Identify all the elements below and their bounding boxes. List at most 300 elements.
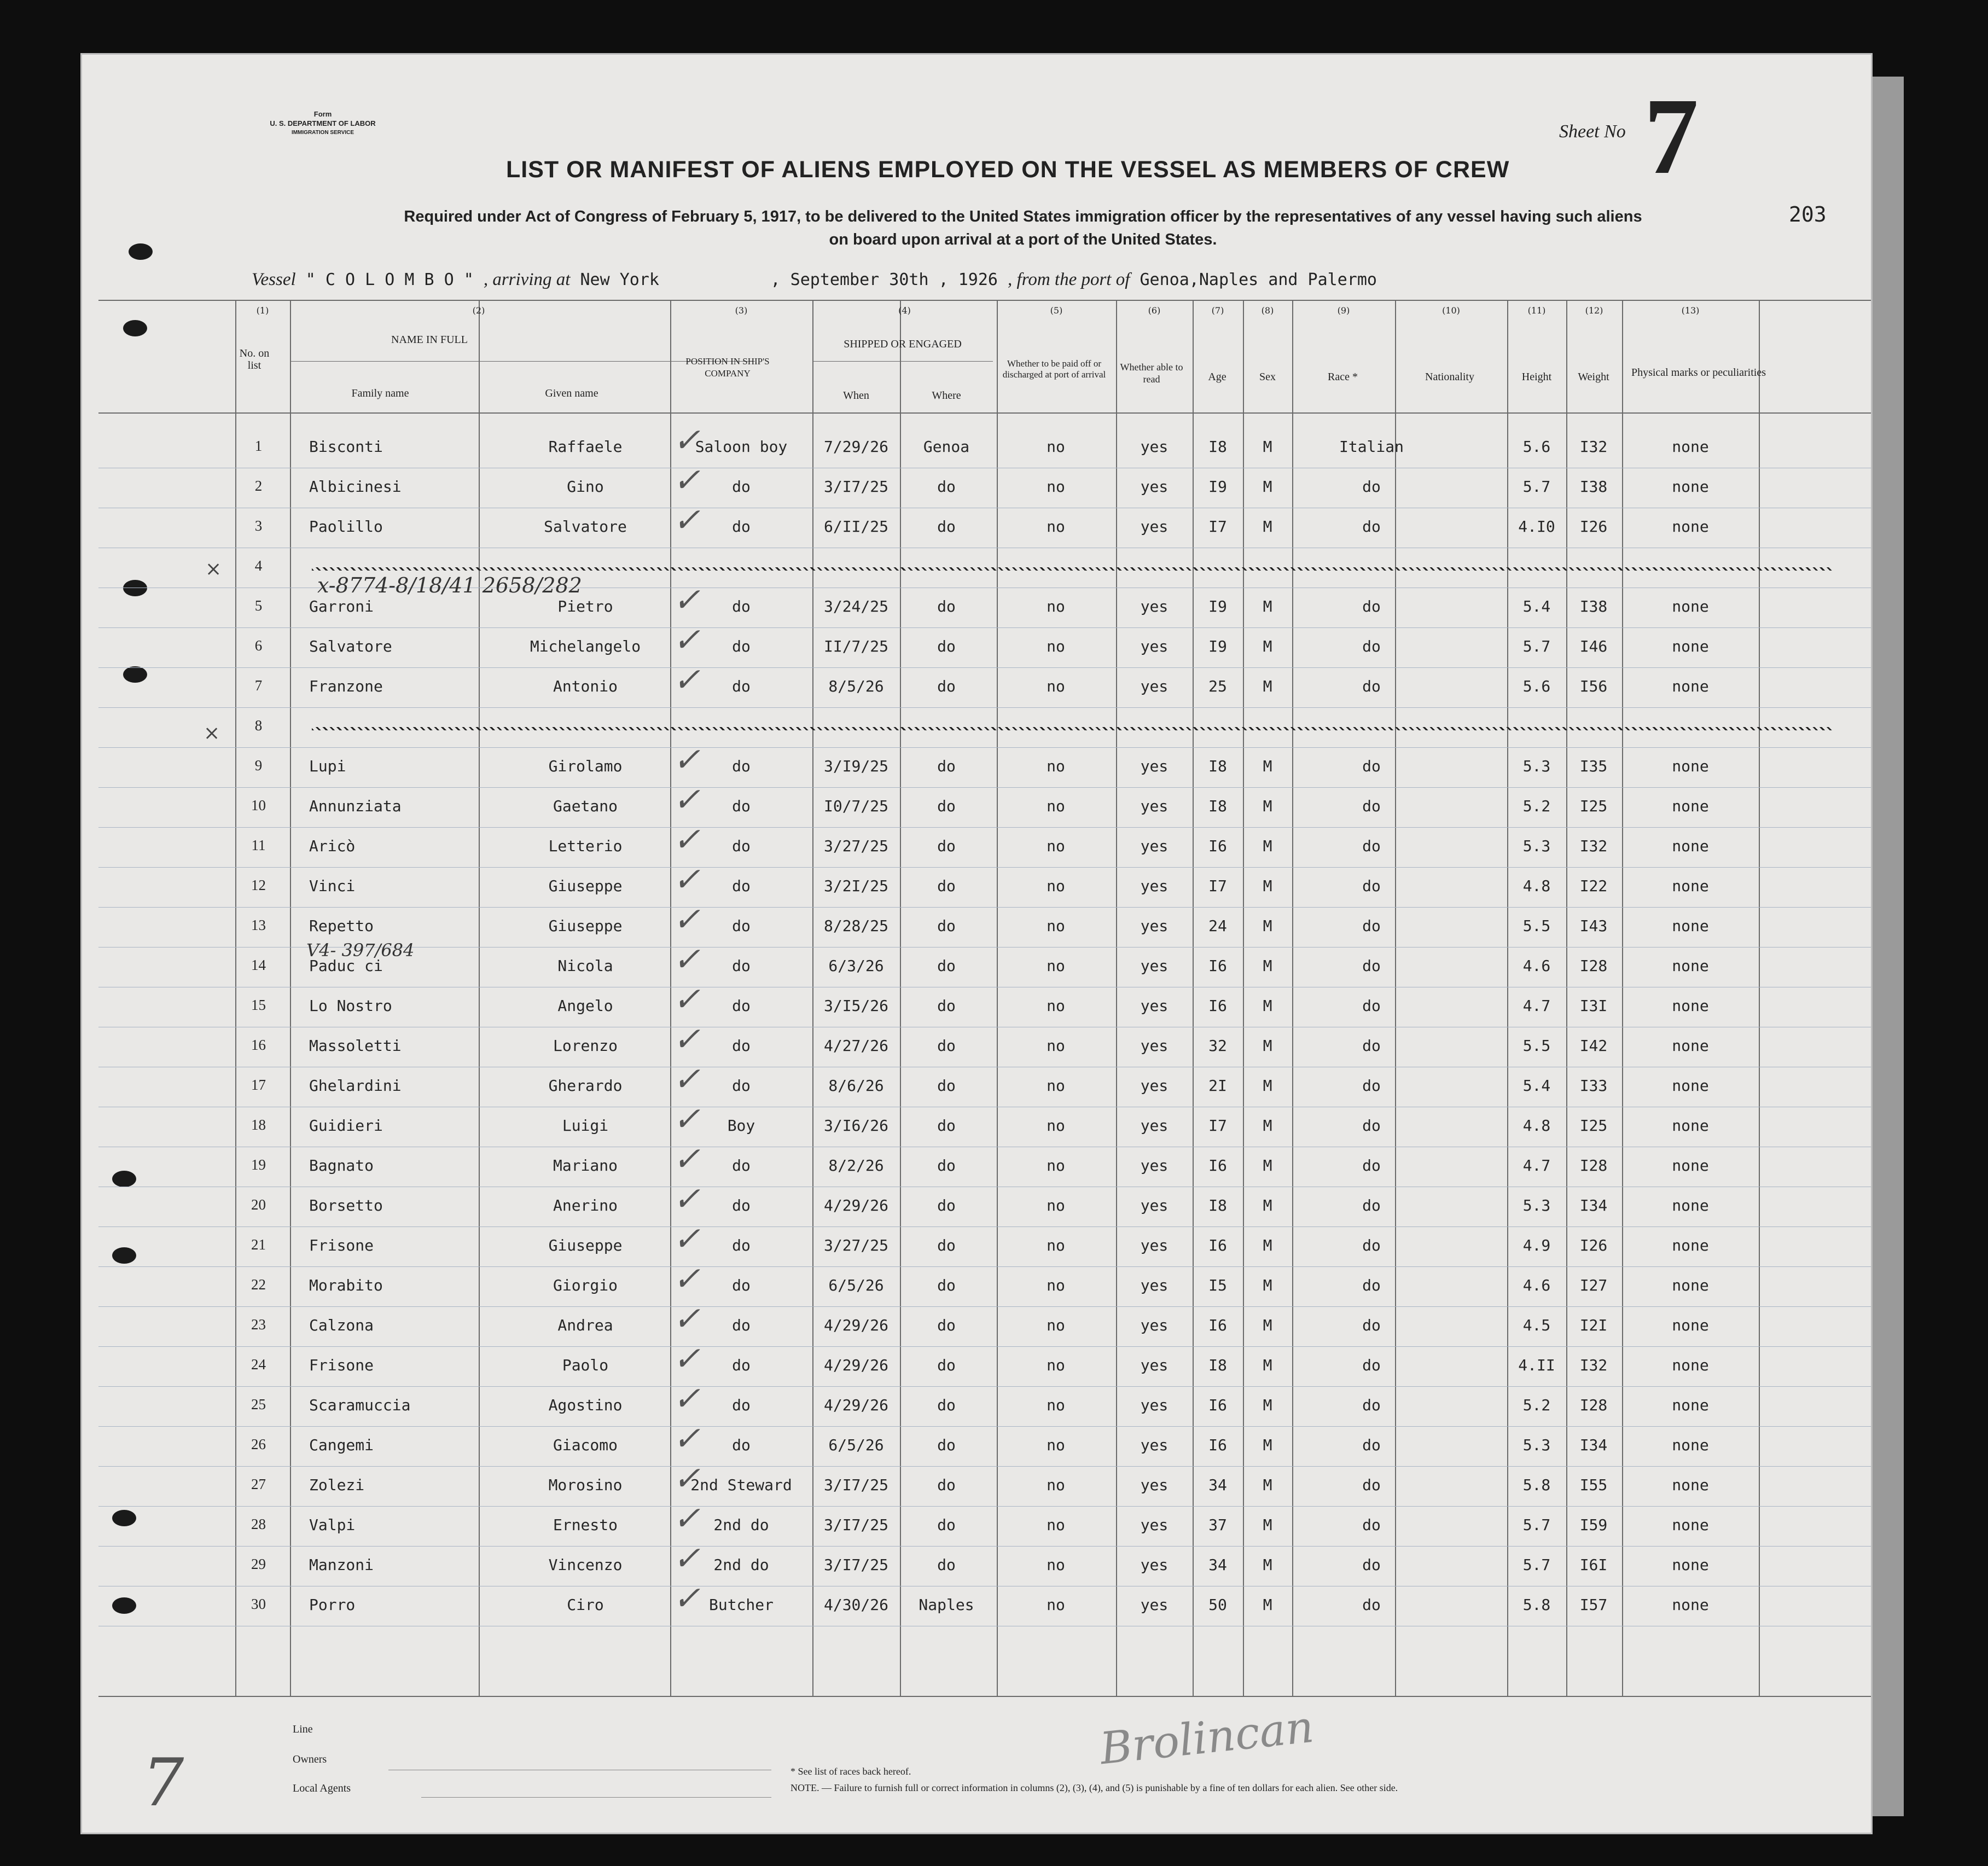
cell-read: yes	[1140, 877, 1169, 895]
cell-no: 15	[251, 997, 266, 1013]
cell-no: 19	[251, 1156, 266, 1173]
cell-height: 5.8	[1522, 1596, 1551, 1614]
cell-age: 34	[1208, 1556, 1227, 1574]
cell-race: do	[1362, 997, 1381, 1015]
cell-family: Porro	[309, 1596, 356, 1614]
check-mark-icon: ✓	[673, 741, 701, 779]
cell-marks: none	[1672, 917, 1709, 935]
cell-no: 3	[254, 518, 263, 534]
cell-paid: no	[1047, 1196, 1065, 1214]
cell-given: Michelangelo	[530, 637, 641, 655]
column-number: (11)	[1527, 305, 1546, 316]
cell-weight: I59	[1579, 1516, 1608, 1534]
table-top-rule	[98, 300, 1871, 301]
row-rule	[98, 867, 1871, 868]
cell-height: 5.3	[1522, 837, 1551, 855]
cell-when: 3/2I/25	[823, 877, 888, 895]
cell-marks: none	[1672, 1396, 1709, 1414]
cell-read: yes	[1140, 677, 1169, 695]
row-rule	[98, 1386, 1871, 1387]
cell-where: do	[937, 1516, 956, 1534]
cell-given: Ernesto	[553, 1516, 618, 1534]
cell-height: 5.3	[1522, 1196, 1551, 1214]
cell-paid: no	[1047, 797, 1065, 815]
cell-paid: no	[1047, 1117, 1065, 1135]
cell-weight: I26	[1579, 518, 1608, 536]
cell-paid: no	[1047, 438, 1065, 456]
check-mark-icon: ✓	[673, 1380, 701, 1418]
cell-when: 7/29/26	[823, 438, 888, 456]
cell-race: do	[1362, 837, 1381, 855]
cell-read: yes	[1140, 837, 1169, 855]
strikethrough-line	[312, 727, 1833, 730]
cell-family: Garroni	[309, 597, 374, 615]
cell-where: Genoa	[923, 438, 970, 456]
page-title: LIST OR MANIFEST OF ALIENS EMPLOYED ON THE VESSEL AS MEMBERS OF CREW	[506, 156, 1510, 183]
cell-marks: none	[1672, 1316, 1709, 1334]
cell-marks: none	[1672, 1276, 1709, 1294]
cell-no: 25	[251, 1396, 266, 1412]
cell-family: Vinci	[309, 877, 356, 895]
cell-family: Valpi	[309, 1516, 356, 1534]
col-race: Race *	[1328, 371, 1358, 383]
row-rule	[98, 627, 1871, 628]
col-shipped-engaged: SHIPPED OR ENGAGED	[844, 338, 962, 350]
cell-race: do	[1362, 1196, 1381, 1214]
check-mark-icon: ✓	[673, 1499, 701, 1538]
cell-no: 20	[251, 1196, 266, 1213]
check-mark-icon: ✓	[673, 1460, 701, 1498]
cell-no: 4	[254, 557, 263, 574]
cell-age: I6	[1208, 1236, 1227, 1254]
check-mark-icon: ✓	[673, 1420, 701, 1458]
cell-age: I7	[1208, 518, 1227, 536]
cell-sex: M	[1263, 997, 1272, 1015]
cell-position: do	[732, 837, 751, 855]
punch-hole	[112, 1510, 136, 1526]
cell-family: Franzone	[309, 677, 383, 695]
column-number: (10)	[1442, 305, 1460, 316]
cell-read: yes	[1140, 1156, 1169, 1175]
col-physical-marks: Physical marks or peculiarities	[1631, 367, 1766, 379]
cell-read: yes	[1140, 1516, 1169, 1534]
cell-sex: M	[1263, 757, 1272, 775]
cell-height: 4.6	[1522, 957, 1551, 975]
cell-position: do	[732, 1196, 751, 1214]
col-able-to-read: Whether able to read	[1120, 362, 1183, 385]
cell-age: I9	[1208, 597, 1227, 615]
cell-read: yes	[1140, 1596, 1169, 1614]
from-port-label: , from the port of	[1008, 270, 1130, 289]
cell-sex: M	[1263, 1117, 1272, 1135]
column-number: (13)	[1681, 305, 1700, 316]
cell-marks: none	[1672, 438, 1709, 456]
cell-weight: I46	[1579, 637, 1608, 655]
cell-marks: none	[1672, 997, 1709, 1015]
cell-age: 32	[1208, 1037, 1227, 1055]
cell-age: 37	[1208, 1516, 1227, 1534]
cell-height: 5.7	[1522, 1556, 1551, 1574]
cell-where: do	[937, 1236, 956, 1254]
col-nationality: Nationality	[1425, 371, 1474, 383]
cell-when: 4/29/26	[823, 1396, 888, 1414]
cell-weight: I32	[1579, 1356, 1608, 1374]
cell-no: 30	[251, 1596, 266, 1612]
cell-when: 3/27/25	[823, 1236, 888, 1254]
cell-weight: I57	[1579, 1596, 1608, 1614]
cell-age: I9	[1208, 637, 1227, 655]
cell-paid: no	[1047, 997, 1065, 1015]
column-number: (9)	[1337, 305, 1350, 316]
cell-when: 8/28/25	[823, 917, 888, 935]
cell-when: 3/I7/25	[823, 478, 888, 496]
cell-given: Raffaele	[548, 438, 623, 456]
cell-height: 4.7	[1522, 1156, 1551, 1175]
cell-weight: I38	[1579, 597, 1608, 615]
cell-when: 3/27/25	[823, 837, 888, 855]
cell-sex: M	[1263, 478, 1272, 496]
cell-position: do	[732, 1276, 751, 1294]
cell-when: 4/29/26	[823, 1196, 888, 1214]
cell-given: Antonio	[553, 677, 618, 695]
cell-sex: M	[1263, 1037, 1272, 1055]
check-mark-icon: ✓	[673, 781, 701, 819]
cell-marks: none	[1672, 757, 1709, 775]
cell-where: do	[937, 1396, 956, 1414]
cell-race: do	[1362, 877, 1381, 895]
punch-hole	[123, 580, 147, 596]
cell-height: 5.4	[1522, 1077, 1551, 1095]
cell-age: I6	[1208, 1316, 1227, 1334]
cell-read: yes	[1140, 1356, 1169, 1374]
table-bottom-rule	[98, 1696, 1871, 1697]
cell-marks: none	[1672, 1356, 1709, 1374]
cell-read: yes	[1140, 997, 1169, 1015]
cell-sex: M	[1263, 438, 1272, 456]
cell-marks: none	[1672, 877, 1709, 895]
cell-family: Manzoni	[309, 1556, 374, 1574]
row-rule	[98, 827, 1871, 828]
column-number: (3)	[735, 305, 748, 316]
cell-paid: no	[1047, 1476, 1065, 1494]
cell-race: do	[1362, 478, 1381, 496]
cell-weight: I27	[1579, 1276, 1608, 1294]
cell-no: 13	[251, 917, 266, 933]
cell-given: Giuseppe	[548, 1236, 623, 1254]
cell-position: do	[732, 957, 751, 975]
col-weight: Weight	[1578, 371, 1609, 383]
cell-height: 5.5	[1522, 917, 1551, 935]
cell-height: 5.2	[1522, 1396, 1551, 1414]
cell-race: do	[1362, 1276, 1381, 1294]
cell-given: Girolamo	[548, 757, 623, 775]
cell-position: do	[732, 1356, 751, 1374]
cell-age: 34	[1208, 1476, 1227, 1494]
cell-given: Nicola	[557, 957, 613, 975]
check-mark-icon: ✓	[673, 1579, 701, 1618]
cell-race: do	[1362, 757, 1381, 775]
col-age: Age	[1208, 371, 1226, 383]
cell-position: do	[732, 637, 751, 655]
cell-sex: M	[1263, 1476, 1272, 1494]
cell-position: Saloon boy	[695, 438, 788, 456]
cell-sex: M	[1263, 1596, 1272, 1614]
cell-sex: M	[1263, 1156, 1272, 1175]
cell-where: do	[937, 1316, 956, 1334]
check-mark-icon: ✓	[673, 821, 701, 859]
cell-family: Frisone	[309, 1236, 374, 1254]
column-rule	[997, 300, 998, 1696]
cell-weight: I42	[1579, 1037, 1608, 1055]
cell-race: do	[1362, 1596, 1381, 1614]
cell-family: Lo Nostro	[309, 997, 392, 1015]
cell-when: 3/I5/26	[823, 997, 888, 1015]
cell-given: Giuseppe	[548, 877, 623, 895]
cell-no: 29	[251, 1556, 266, 1572]
cell-paid: no	[1047, 1236, 1065, 1254]
table-header-rule	[98, 412, 1871, 414]
cell-paid: no	[1047, 1077, 1065, 1095]
cell-read: yes	[1140, 478, 1169, 496]
row-rule	[98, 1266, 1871, 1267]
cell-position: Butcher	[708, 1596, 774, 1614]
cell-marks: none	[1672, 1596, 1709, 1614]
cell-paid: no	[1047, 478, 1065, 496]
subtitle-line-2: on board upon arrival at a port of the United States.	[829, 231, 1217, 248]
cell-family: Lupi	[309, 757, 346, 775]
cell-family: Salvatore	[309, 637, 392, 655]
races-footnote: * See list of races back hereof.	[790, 1766, 911, 1777]
cell-family: Massoletti	[309, 1037, 402, 1055]
footer-line-label: Line	[293, 1723, 313, 1735]
cell-weight: I28	[1579, 1156, 1608, 1175]
cell-marks: none	[1672, 597, 1709, 615]
cell-family: Cangemi	[309, 1436, 374, 1454]
cell-no: 27	[251, 1476, 266, 1492]
cell-read: yes	[1140, 957, 1169, 975]
cell-when: 8/6/26	[828, 1077, 884, 1095]
cell-read: yes	[1140, 1396, 1169, 1414]
cell-race: do	[1362, 1156, 1381, 1175]
cell-age: I9	[1208, 478, 1227, 496]
column-rule	[290, 300, 291, 1696]
cell-no: 16	[251, 1037, 266, 1053]
punch-hole	[112, 1597, 136, 1614]
column-number: (2)	[472, 305, 485, 316]
cell-where: Naples	[919, 1596, 974, 1614]
cell-height: 4.II	[1518, 1356, 1555, 1374]
cell-weight: I28	[1579, 1396, 1608, 1414]
cell-where: do	[937, 1037, 956, 1055]
cell-weight: I3I	[1579, 997, 1608, 1015]
cell-no: 1	[254, 438, 263, 454]
cell-given: Ciro	[567, 1596, 604, 1614]
punch-hole	[112, 1247, 136, 1264]
cell-sex: M	[1263, 597, 1272, 615]
cell-when: 4/27/26	[823, 1037, 888, 1055]
cell-given: Anerino	[553, 1196, 618, 1214]
cell-read: yes	[1140, 757, 1169, 775]
cell-paid: no	[1047, 917, 1065, 935]
row-rule	[98, 1306, 1871, 1307]
cell-height: 5.3	[1522, 1436, 1551, 1454]
paper-edge	[1871, 77, 1904, 1816]
cell-no: 22	[251, 1276, 266, 1293]
cell-sex: M	[1263, 957, 1272, 975]
col-when: When	[843, 390, 869, 402]
row-rule	[98, 1426, 1871, 1427]
cell-marks: none	[1672, 957, 1709, 975]
row-rule	[98, 1466, 1871, 1467]
cell-weight: I38	[1579, 478, 1608, 496]
cell-marks: none	[1672, 1037, 1709, 1055]
cell-age: I8	[1208, 1196, 1227, 1214]
cell-weight: I2I	[1579, 1316, 1608, 1334]
row-rule	[98, 787, 1871, 788]
cell-race: do	[1362, 797, 1381, 815]
cell-given: Letterio	[548, 837, 623, 855]
column-number: (7)	[1211, 305, 1224, 316]
department-name: U. S. DEPARTMENT OF LABOR	[270, 119, 376, 127]
cell-when: 6/II/25	[823, 518, 888, 536]
cell-read: yes	[1140, 797, 1169, 815]
cell-sex: M	[1263, 877, 1272, 895]
cell-position: do	[732, 997, 751, 1015]
column-rule	[479, 300, 480, 1696]
cell-paid: no	[1047, 1156, 1065, 1175]
cell-height: 4.5	[1522, 1316, 1551, 1334]
vessel-name: " C O L O M B O "	[305, 270, 474, 289]
check-mark-icon: ✓	[673, 980, 701, 1019]
cell-marks: none	[1672, 1516, 1709, 1534]
check-mark-icon: ✓	[673, 501, 701, 539]
handwritten-signature: Brolincan	[1097, 1701, 1316, 1775]
cell-family: Bisconti	[309, 438, 383, 456]
arriving-label: , arriving at	[483, 270, 571, 289]
cell-marks: none	[1672, 1236, 1709, 1254]
cell-sex: M	[1263, 1556, 1272, 1574]
cell-race: do	[1362, 1236, 1381, 1254]
cell-when: 8/2/26	[828, 1156, 884, 1175]
cell-height: 5.7	[1522, 1516, 1551, 1534]
cell-sex: M	[1263, 1396, 1272, 1414]
cell-sex: M	[1263, 1516, 1272, 1534]
cell-position: do	[732, 1316, 751, 1334]
departure-ports: Genoa,Naples and Palermo	[1140, 270, 1377, 289]
cell-family: Guidieri	[309, 1117, 383, 1135]
cell-read: yes	[1140, 1077, 1169, 1095]
cell-when: II/7/25	[823, 637, 888, 655]
punch-hole	[123, 320, 147, 336]
cell-sex: M	[1263, 797, 1272, 815]
cell-when: 4/30/26	[823, 1596, 888, 1614]
row-rule	[98, 747, 1871, 748]
cell-no: 9	[254, 757, 263, 774]
cell-paid: no	[1047, 877, 1065, 895]
cell-where: do	[937, 1276, 956, 1294]
cell-paid: no	[1047, 1556, 1065, 1574]
cell-race: do	[1362, 1356, 1381, 1374]
cell-given: Pietro	[557, 597, 613, 615]
col-sex: Sex	[1259, 371, 1276, 383]
cell-height: 4.8	[1522, 877, 1551, 895]
margin-page-mark: 7	[142, 1745, 184, 1821]
subtitle-line-1: Required under Act of Congress of February 5, 1917, to be delivered to the United States immigration officer by the representatives of any vessel having such aliens	[404, 208, 1642, 225]
cell-given: Luigi	[562, 1117, 609, 1135]
cell-when: I0/7/25	[823, 797, 888, 815]
cell-position: 2nd do	[713, 1556, 769, 1574]
cell-position: do	[732, 917, 751, 935]
cell-height: 4.9	[1522, 1236, 1551, 1254]
arrival-date: , September 30th , 19	[770, 270, 978, 289]
cell-when: 3/I9/25	[823, 757, 888, 775]
cell-position: do	[732, 1396, 751, 1414]
col-height: Height	[1521, 371, 1552, 383]
cell-paid: no	[1047, 1596, 1065, 1614]
cell-paid: no	[1047, 1276, 1065, 1294]
check-mark-icon: ✓	[673, 1060, 701, 1098]
cell-paid: no	[1047, 957, 1065, 975]
column-number: (8)	[1261, 305, 1274, 316]
cell-position: do	[732, 1156, 751, 1175]
cell-no: 14	[251, 957, 266, 973]
cell-where: do	[937, 757, 956, 775]
cell-weight: I32	[1579, 837, 1608, 855]
cell-position: do	[732, 1236, 751, 1254]
cell-race: do	[1362, 1316, 1381, 1334]
cell-height: 5.6	[1522, 677, 1551, 695]
column-number: (1)	[256, 305, 269, 316]
cell-family: Scaramuccia	[309, 1396, 411, 1414]
cell-position: Boy	[727, 1117, 755, 1135]
vessel-label: Vessel	[252, 270, 296, 289]
cell-where: do	[937, 877, 956, 895]
cell-position: do	[732, 757, 751, 775]
cell-height: 5.2	[1522, 797, 1551, 815]
cell-no: 12	[251, 877, 266, 893]
col-position: POSITION IN SHIP'S COMPANY	[685, 356, 770, 379]
check-mark-icon: ✓	[673, 661, 701, 699]
cell-family: Zolezi	[309, 1476, 365, 1494]
cell-age: I6	[1208, 837, 1227, 855]
cell-weight: I26	[1579, 1236, 1608, 1254]
cell-weight: I34	[1579, 1196, 1608, 1214]
check-mark-icon: ✓	[673, 1020, 701, 1059]
cell-read: yes	[1140, 1037, 1169, 1055]
cell-weight: I28	[1579, 957, 1608, 975]
cell-sex: M	[1263, 1356, 1272, 1374]
cell-race: do	[1362, 637, 1381, 655]
cell-read: yes	[1140, 1196, 1169, 1214]
cell-paid: no	[1047, 1396, 1065, 1414]
cell-read: yes	[1140, 1316, 1169, 1334]
cell-height: 4.8	[1522, 1117, 1551, 1135]
cell-paid: no	[1047, 518, 1065, 536]
cell-no: 2	[254, 478, 263, 494]
cell-no: 11	[251, 837, 266, 853]
cell-marks: none	[1672, 1196, 1709, 1214]
check-mark-icon: ✓	[673, 581, 701, 619]
cell-given: Giuseppe	[548, 917, 623, 935]
cell-where: do	[937, 837, 956, 855]
cell-where: do	[937, 1196, 956, 1214]
cell-height: 4.I0	[1518, 518, 1555, 536]
cell-sex: M	[1263, 677, 1272, 695]
cell-paid: no	[1047, 837, 1065, 855]
cell-when: 3/I7/25	[823, 1516, 888, 1534]
cell-height: 5.7	[1522, 478, 1551, 496]
cell-race: do	[1362, 1117, 1381, 1135]
